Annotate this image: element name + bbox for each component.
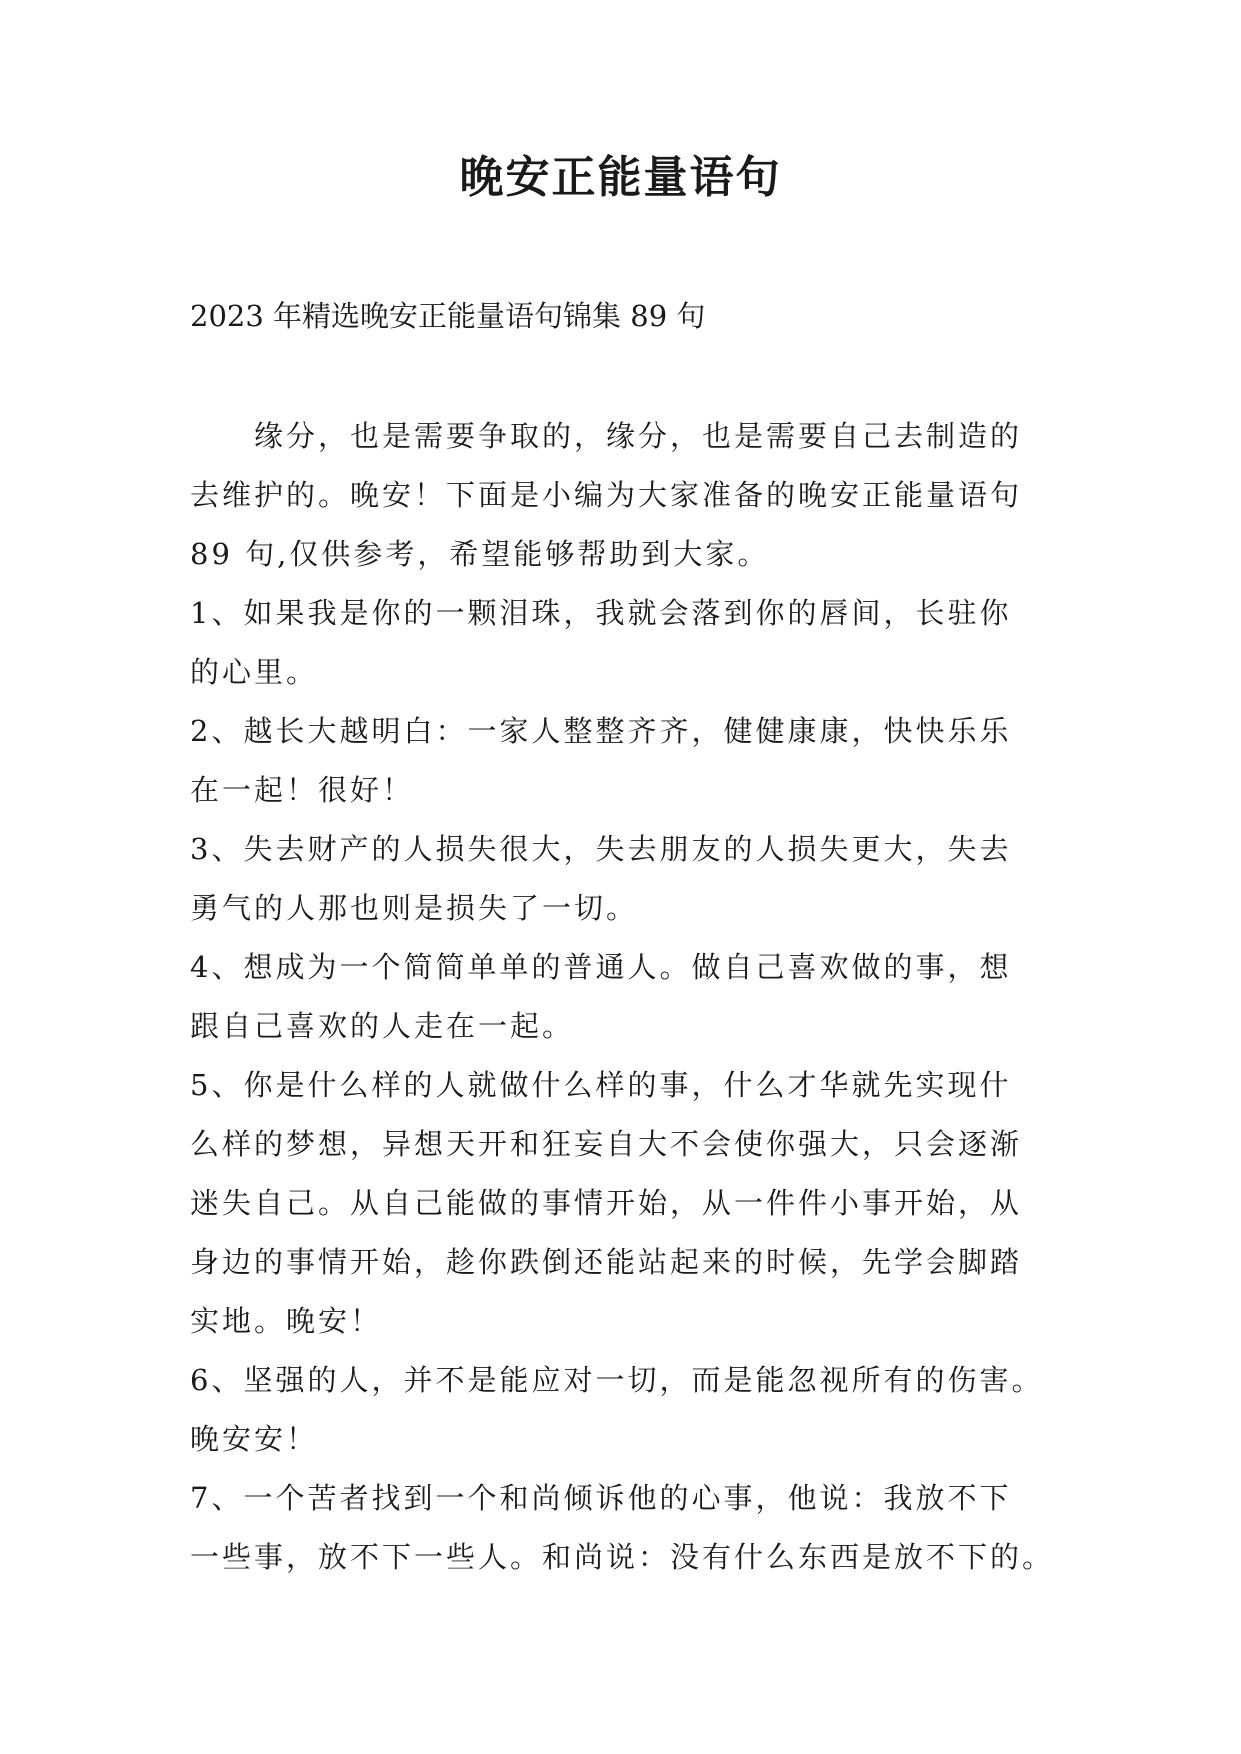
paragraph-line: 迷失自己。从自己能做的事情开始，从一件件小事开始，从 — [190, 1186, 1023, 1220]
paragraph-line: 3、失去财产的人损失很大，失去朋友的人损失更大，失去 — [190, 832, 1012, 866]
paragraph-line: 的心里。 — [190, 655, 319, 689]
paragraph-line: 实地。晚安！ — [190, 1304, 383, 1338]
paragraph-line: 4、想成为一个简简单单的普通人。做自己喜欢做的事，想 — [190, 950, 1012, 984]
paragraph-line: 跟自己喜欢的人走在一起。 — [190, 1009, 575, 1043]
paragraph-line: 晚安安！ — [190, 1422, 319, 1456]
document-title: 晚安正能量语句 — [459, 152, 782, 203]
document-subtitle: 2023 年精选晚安正能量语句锦集 89 句 — [190, 299, 706, 333]
paragraph-line: 5、你是什么样的人就做什么样的事，什么才华就先实现什 — [190, 1068, 1012, 1102]
paragraph-line: 缘分，也是需要争取的，缘分，也是需要自己去制造的 — [254, 419, 1023, 453]
paragraph-line: 勇气的人那也则是损失了一切。 — [190, 891, 639, 925]
document-body — [190, 407, 1080, 1587]
paragraph-line: 去维护的。晚安！下面是小编为大家准备的晚安正能量语句 — [190, 478, 1023, 512]
paragraph-line: 6、坚强的人，并不是能应对一切，而是能忽视所有的伤害。 — [190, 1363, 1044, 1397]
paragraph-line: 1、如果我是你的一颗泪珠，我就会落到你的唇间，长驻你 — [190, 596, 1012, 630]
paragraph-line: 身边的事情开始，趁你跌倒还能站起来的时候，先学会脚踏 — [190, 1245, 1023, 1279]
paragraph-line: 89 句,仅供参考，希望能够帮助到大家。 — [190, 537, 770, 571]
paragraph-line: 2、越长大越明白：一家人整整齐齐，健健康康，快快乐乐 — [190, 714, 1012, 748]
paragraph-line: 么样的梦想，异想天开和狂妄自大不会使你强大，只会逐渐 — [190, 1127, 1023, 1161]
paragraph-line: 一些事，放不下一些人。和尚说：没有什么东西是放不下的。 — [190, 1540, 1055, 1574]
paragraph-line: 7、一个苦者找到一个和尚倾诉他的心事，他说：我放不下 — [190, 1481, 1012, 1515]
paragraph-line: 在一起！很好！ — [190, 773, 415, 807]
